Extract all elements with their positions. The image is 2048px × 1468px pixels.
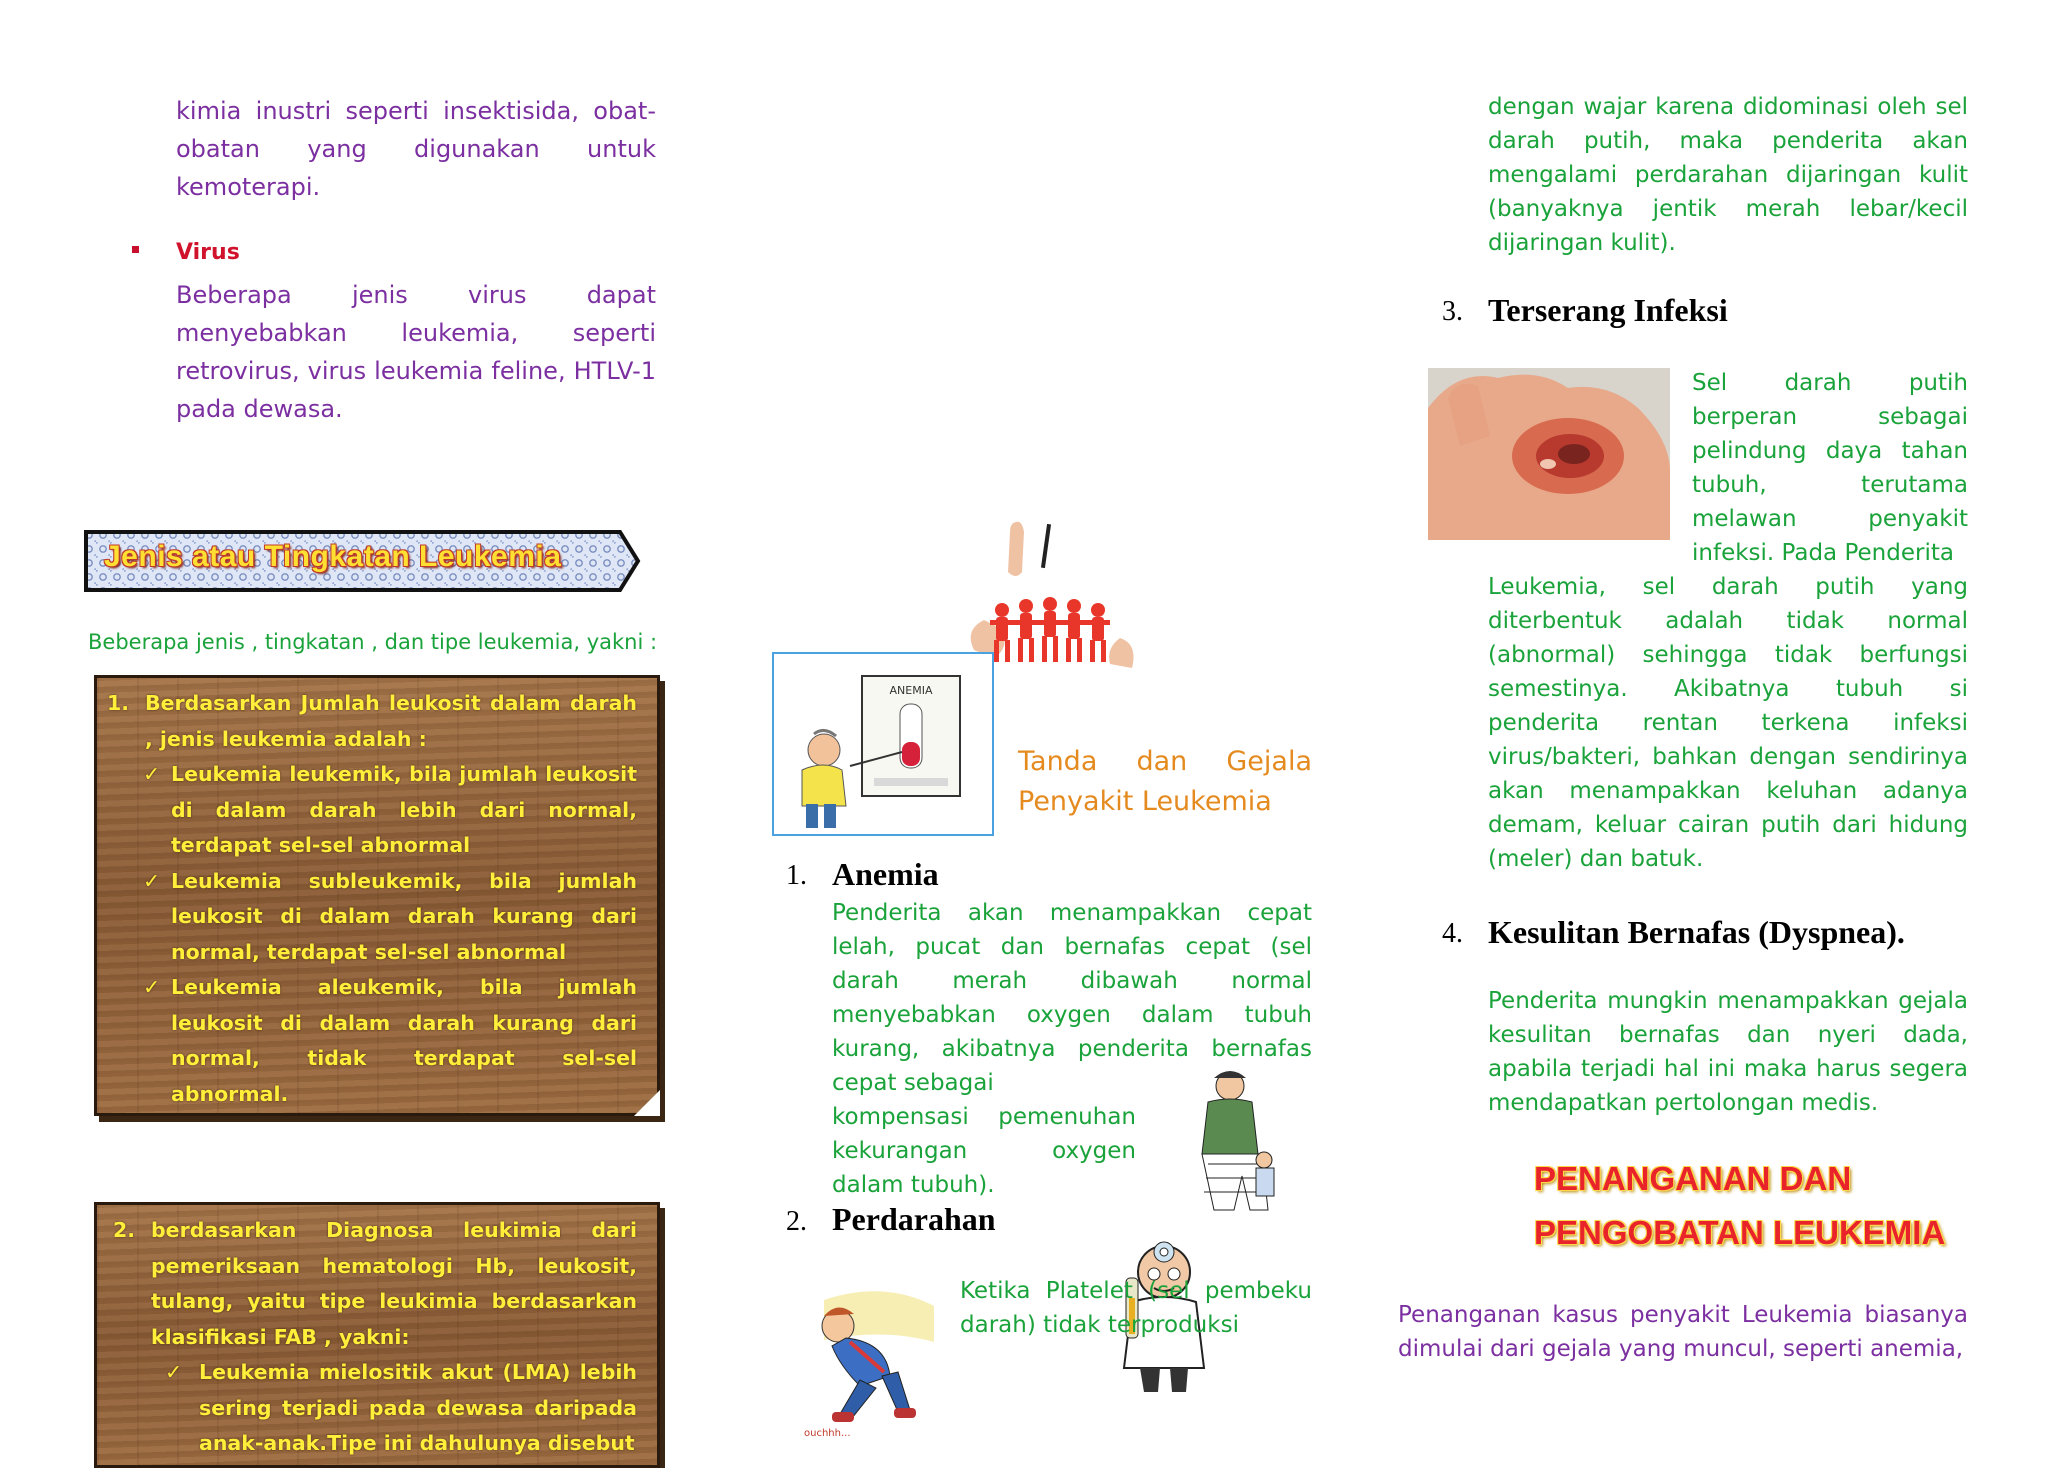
treatment-paragraph: Penanganan kasus penyakit Leukemia biasanya dimulai dari gejala yang muncul, seperti anemia, <box>1398 1302 1968 1362</box>
kid-caption: ouchhh... <box>804 1428 851 1439</box>
infection-heading: Terserang Infeksi <box>1488 292 1728 328</box>
treatment-title-line-1: PENANGANAN DAN <box>1534 1160 1852 1197</box>
item-number: 3. <box>1442 296 1463 327</box>
anemia-text-narrow: kompensasi pemenuhan kekurangan oxygen dalam tubuh). <box>832 1104 1136 1198</box>
item-number: 2. <box>113 1218 136 1242</box>
dyspnea-heading: Kesulitan Bernafas (Dyspnea). <box>1488 914 1905 950</box>
patient-illustration <box>1168 1068 1298 1218</box>
treatment-title-line-2: PENGOBATAN LEUKEMIA <box>1534 1214 1946 1251</box>
infection-paragraph-a: Sel darah putih berperan sebagai pelindung daya tahan tubuh, terutama melawan penyakit infeksi. Pada Penderita <box>1692 370 1968 566</box>
bleeding-paragraph: Ketika Platelet (sel pembeku darah) tidak terproduksi <box>960 1278 1312 1338</box>
anemia-illustration <box>772 652 994 836</box>
check-icon: ✓ <box>143 762 161 786</box>
bleeding-heading: Perdarahan <box>832 1201 996 1237</box>
dyspnea-paragraph: Penderita mungkin menampakkan gejala kesulitan bernafas dan nyeri dada, apabila terjadi hal ini maka harus segera mendapatkan pertolongan medis. <box>1488 988 1968 1116</box>
item-number: 1. <box>107 691 130 715</box>
check-icon: ✓ <box>165 1360 183 1384</box>
item-number: 1. <box>786 860 807 891</box>
list-item: Leukemia aleukemik, bila jumlah leukosit di dalam darah kurang dari normal, tidak terdapat sel-sel abnormal. <box>171 975 637 1106</box>
classification-box-1 <box>94 675 660 1116</box>
virus-heading: Virus <box>176 240 240 265</box>
paragraph-chemicals: kimia inustri seperti insektisida, obat-obatan yang digunakan untuk kemoterapi. <box>176 97 656 201</box>
classification-box-2 <box>94 1202 660 1468</box>
item-number: 2. <box>786 1206 807 1237</box>
check-icon: ✓ <box>143 975 161 999</box>
box-heading: Berdasarkan Jumlah leukosit dalam darah , jenis leukemia adalah : <box>145 691 637 751</box>
bleeding-continuation: dengan wajar karena didominasi oleh sel darah putih, maka penderita akan mengalami perdarahan dijaringan kulit (banyaknya jentik merah lebar/kecil dijaringan kulit). <box>1488 94 1968 256</box>
page-curl <box>634 1090 660 1116</box>
treatment-title <box>1534 1152 1954 1260</box>
skin-infection-photo <box>1428 368 1670 540</box>
types-intro: Beberapa jenis , tingkatan , dan tipe leukemia, yakni : <box>88 630 658 654</box>
banner-title: Jenis atau Tingkatan Leukemia <box>104 540 562 573</box>
list-item: Leukemia subleukemik, bila jumlah leukosit di dalam darah kurang dari normal, terdapat sel-sel abnormal <box>171 868 637 964</box>
signs-symptoms-title: Tanda dan Gejala Penyakit Leukemia <box>1018 746 1312 817</box>
infection-paragraph-b: Leukemia, sel darah putih yang diterbentuk adalah tidak normal (abnormal) sehingga tidak berfungsi semestinya. Akibatnya tubuh si penderita rentan terkena infeksi virus/bakteri, bahkan dengan sendirinya akan menampakkan keluhan adanya demam, keluar cairan putih dari hidung (meler) dan batuk. <box>1488 574 1968 872</box>
check-icon: ✓ <box>143 868 161 893</box>
paragraph-virus: Beberapa jenis virus dapat menyebabkan leukemia, seperti retrovirus, virus leukemia feline, HTLV-1 pada dewasa. <box>176 281 656 423</box>
list-item: Leukemia mielositik akut (LMA) lebih sering terjadi pada dewasa daripada anak-anak.Tipe ini dahulunya disebut <box>199 1360 637 1455</box>
box-heading: berdasarkan Diagnosa leukimia dari pemeriksaan hematologi Hb, leukosit, tulang, yaitu tipe leukimia berdasarkan klasifikasi FAB , yakni: <box>151 1218 637 1349</box>
anemia-heading: Anemia <box>832 856 939 892</box>
item-number: 4. <box>1442 918 1463 949</box>
list-item: Leukemia leukemik, bila jumlah leukosit di dalam darah lebih dari normal, terdapat sel-sel abnormal <box>171 762 637 857</box>
anemia-text-full: Penderita akan menampakkan cepat lelah, pucat dan bernafas cepat (sel darah merah dibawah normal menyebabkan oxygen dalam tubuh kurang, akibatnya penderita bernafas cepat sebagai <box>832 900 1312 1096</box>
anemia-chart-label: ANEMIA <box>889 684 933 697</box>
bullet-icon <box>132 246 142 256</box>
child-pain-illustration <box>794 1280 940 1440</box>
section-banner <box>82 528 642 594</box>
